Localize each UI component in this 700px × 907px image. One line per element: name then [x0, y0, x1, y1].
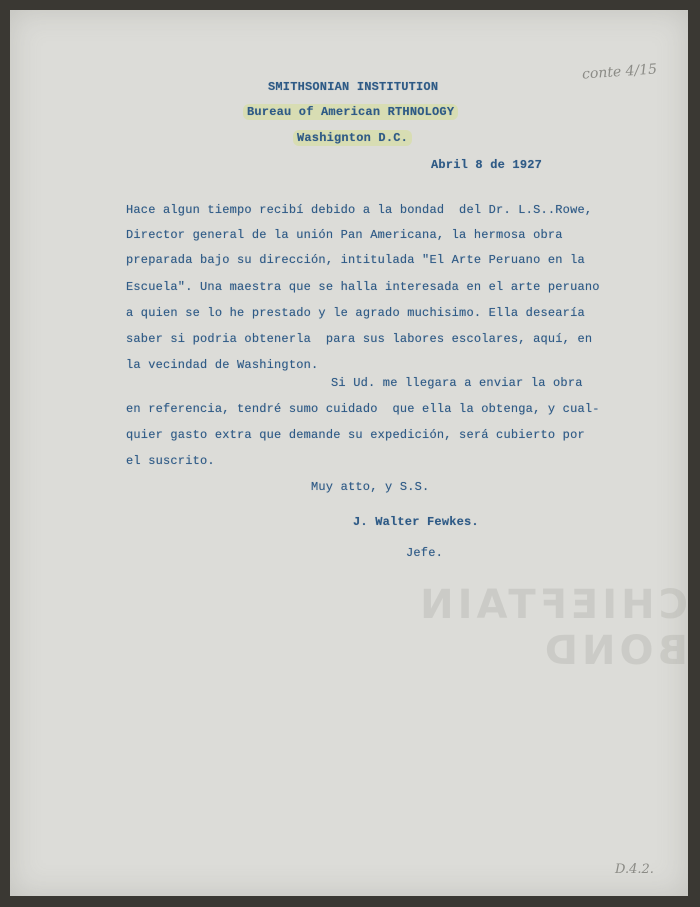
paragraph-2-line-4: el suscrito. — [126, 454, 215, 468]
paragraph-1-line-1: Hace algun tiempo recibí debido a la bondad del Dr. L.S..Rowe, — [126, 203, 593, 217]
letter-date: Abril 8 de 1927 — [431, 158, 543, 172]
paragraph-1-line-2: Director general de la unión Pan Americana, la hermosa obra — [126, 228, 563, 242]
letter-page — [10, 10, 688, 896]
signature-name: J. Walter Fewkes. — [353, 515, 479, 529]
paragraph-1-line-5: a quien se lo he prestado y le agrado muchisimo. Ella desearía — [126, 306, 585, 320]
letterhead-bureau: Bureau of American RTHNOLOGY — [243, 105, 458, 119]
paragraph-1-line-7: la vecindad de Washington. — [126, 358, 319, 372]
paragraph-2-line-1: Si Ud. me llegara a enviar la obra — [331, 376, 583, 390]
closing-salutation: Muy atto, y S.S. — [311, 480, 430, 494]
paragraph-1-line-4: Escuela". Una maestra que se halla interesada en el arte peruano — [126, 280, 600, 294]
letterhead-city: Washignton D.C. — [293, 131, 412, 145]
paper-watermark: CHIEFTAIN BOND — [416, 582, 688, 674]
signature-title: Jefe. — [406, 546, 444, 560]
letterhead-institution: SMITHSONIAN INSTITUTION — [268, 80, 439, 94]
paragraph-1-line-6: saber si podria obtenerla para sus labores escolares, aquí, en — [126, 332, 593, 346]
paragraph-2-line-3: quier gasto extra que demande su expedición, será cubierto por — [126, 428, 585, 442]
pencil-annotation-top: conte 4/15 — [581, 61, 658, 83]
pencil-annotation-bottom: D.4.2. — [615, 862, 654, 877]
paragraph-2-line-2: en referencia, tendré sumo cuidado que ella la obtenga, y cual- — [126, 402, 600, 416]
paragraph-1-line-3: preparada bajo su dirección, intitulada "El Arte Peruano en la — [126, 253, 585, 267]
